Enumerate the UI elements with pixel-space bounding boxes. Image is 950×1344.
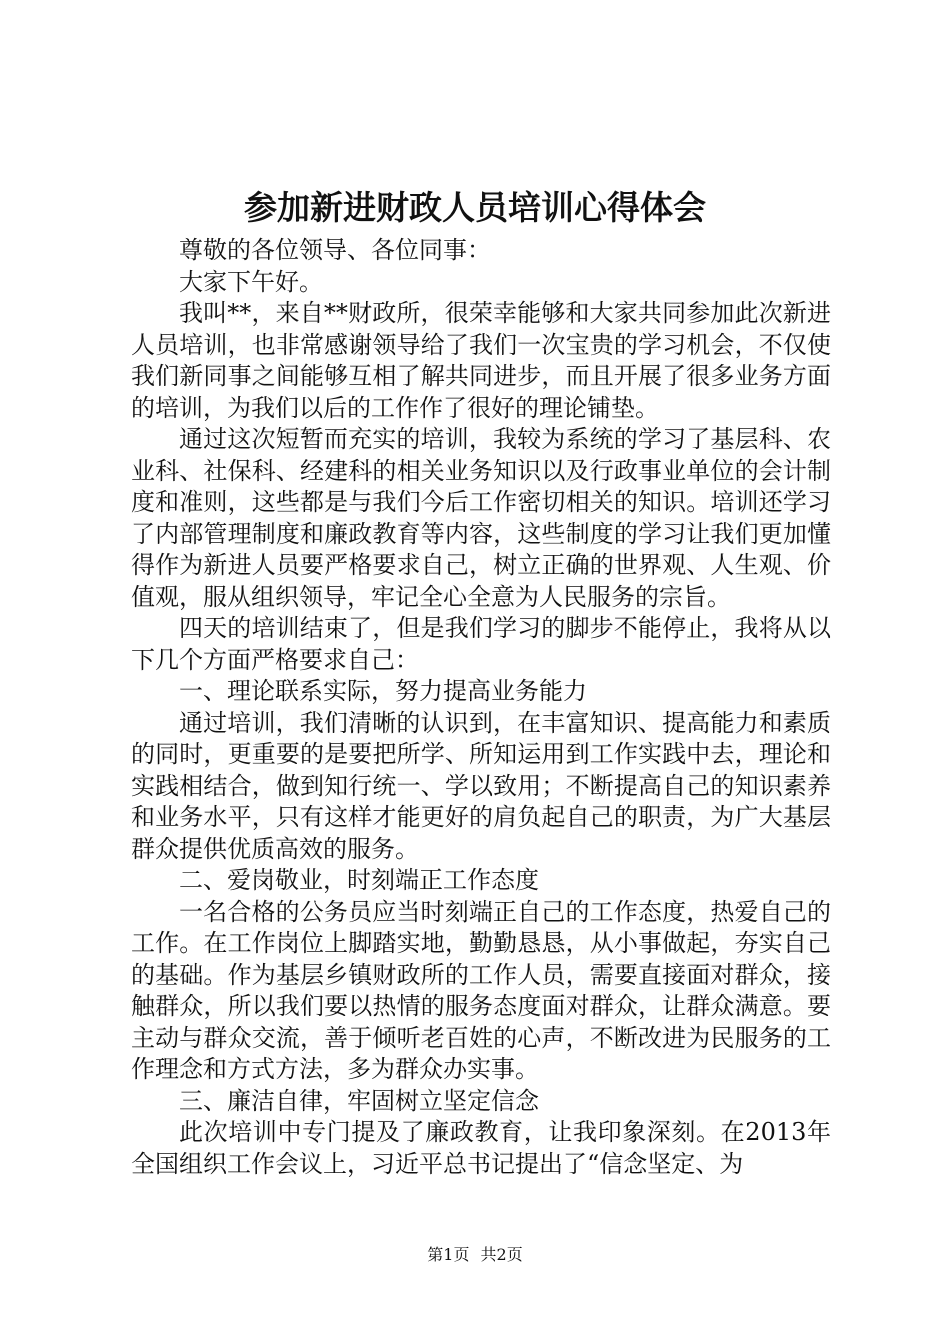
- paragraph: 此次培训中专门提及了廉政教育，让我印象深刻。在2013年全国组织工作会议上，习近平总书记提出了“信念坚定、为: [131, 1118, 831, 1178]
- page-footer: [0, 1244, 950, 1266]
- salutation: 尊敬的各位领导、各位同事：: [179, 236, 491, 264]
- section-heading: 一、理论联系实际，努力提高业务能力: [179, 677, 587, 705]
- page-number: 第1页: [427, 1245, 470, 1264]
- paragraph: 一名合格的公务员应当时刻端正自己的工作态度，热爱自己的工作。在工作岗位上脚踏实地，勤勤恳恳，从小事做起，夯实自己的基础。作为基层乡镇财政所的工作人员，需要直接面对群众，接触群众，所以我们要以热情的服务态度面对群众，让群众满意。要主动与群众交流，善于倾听老百姓的心声，不断改进为民服务的工作理念和方式方法，多为群众办实事。: [131, 897, 831, 1083]
- paragraph: 四天的培训结束了，但是我们学习的脚步不能停止，我将从以下几个方面严格要求自己：: [131, 614, 831, 674]
- section-heading: 二、爱岗敬业，时刻端正工作态度: [179, 866, 539, 894]
- paragraph: 我叫**，来自**财政所，很荣幸能够和大家共同参加此次新进人员培训，也非常感谢领导给了我们一次宝贵的学习机会，不仅使我们新同事之间能够互相了解共同进步，而且开展了很多业务方面的培训，为我们以后的工作作了很好的理论铺垫。: [131, 299, 831, 422]
- greeting: 大家下午好。: [179, 267, 323, 296]
- section-heading: 三、廉洁自律，牢固树立坚定信念: [179, 1086, 539, 1115]
- paragraph: 通过这次短暂而充实的培训，我较为系统的学习了基层科、农业科、社保科、经建科的相关业务知识以及行政事业单位的会计制度和准则，这些都是与我们今后工作密切相关的知识。培训还学习了内部管理制度和廉政教育等内容，这些制度的学习让我们更加懂得作为新进人员要严格要求自己，树立正确的世界观、人生观、价值观，服从组织领导，牢记全心全意为人民服务的宗旨。: [131, 425, 831, 611]
- document-body: [131, 235, 831, 1180]
- document-title: 参加新进财政人员培训心得体会: [244, 188, 706, 227]
- page-total: 共2页: [480, 1245, 523, 1264]
- paragraph: 通过培训，我们清晰的认识到，在丰富知识、提高能力和素质的同时，更重要的是要把所学、所知运用到工作实践中去，理论和实践相结合，做到知行统一、学以致用；不断提高自己的知识素养和业务水平，只有这样才能更好的肩负起自己的职责，为广大基层群众提供优质高效的服务。: [131, 708, 831, 863]
